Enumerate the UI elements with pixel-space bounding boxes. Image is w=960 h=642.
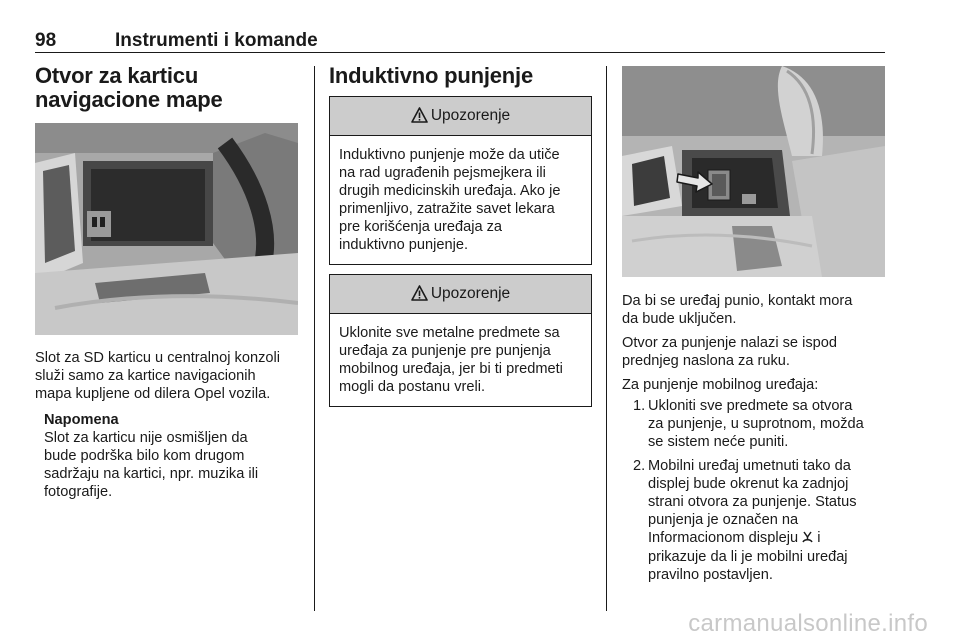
warning-triangle-icon	[411, 107, 428, 128]
ignition-instruction: Da bi se uređaj punio, kontakt mora da bude uključen.	[622, 293, 853, 327]
warning-triangle-icon	[411, 285, 428, 306]
section-title-inductive-charging: Induktivno punjenje	[329, 63, 533, 88]
column-inductive-charging	[329, 64, 592, 407]
location-instruction: Otvor za punjenje nalazi se ispod prednjeg naslona za ruku.	[622, 335, 837, 369]
sd-card-description: Slot za SD karticu u centralnoj konzoli služi samo za kartice navigacionih mapa kupljene od dilera Opel vozila.	[35, 350, 280, 402]
warning-box-metal-objects	[329, 274, 592, 407]
steps-intro: Za punjenje mobilnog uređaja:	[622, 377, 819, 393]
column-divider-1	[314, 66, 315, 611]
list-item: 2. Mobilni uređaj umetnuti tako da displej bude okrenut ka zadnjoj strani otvora za punjenje. Status punjenja je označen na Informacionom displeju i prikazuje da li je mobilni uređaj pravilno postavljen.	[633, 458, 857, 583]
warning-text: Uklonite sve metalne predmete sa uređaja za punjenje pre punjenja mobilnog uređaja, jer bi ti predmeti mogli da postanu vreli.	[339, 325, 563, 395]
watermark: carmanualsonline.info	[688, 610, 928, 637]
inductive-charging-icon	[802, 531, 817, 546]
page-header	[35, 30, 885, 50]
note-text: Slot za karticu nije osmišljen da bude podrška bilo kom drugom sadržaju na kartici, npr. muzika ili fotografije.	[44, 430, 259, 500]
list-item: 1. Ukloniti sve predmete sa otvora za punjenje, u suprotnom, možda se sistem neće puniti.	[633, 398, 864, 450]
header-rule	[35, 52, 885, 53]
chapter-title: Instrumenti i komande	[115, 30, 318, 51]
warning-box-pacemaker	[329, 96, 592, 265]
note-block	[35, 411, 300, 501]
warning-header	[330, 275, 591, 314]
page-number: 98	[35, 30, 57, 51]
warning-heading: Upozorenje	[430, 107, 511, 124]
section-title-sd-card: Otvor za karticu navigacione mape	[35, 63, 223, 112]
column-divider-2	[606, 66, 607, 611]
note-heading: Napomena	[44, 412, 119, 428]
warning-heading: Upozorenje	[430, 285, 511, 302]
warning-text: Induktivno punjenje može da utiče na rad ugrađenih pejsmejkera ili drugih medicinskih uređaja. Ako je primenljivo, zatražite savet lekara pre korišćenja uređaja za induktivno punjenje.	[339, 147, 561, 253]
warning-header	[330, 97, 591, 136]
column-charging-steps	[622, 66, 887, 590]
sd-card-slot-photo	[35, 123, 298, 335]
column-sd-card	[35, 64, 300, 501]
charging-pad-photo	[622, 66, 885, 277]
charging-steps-list	[622, 397, 887, 584]
